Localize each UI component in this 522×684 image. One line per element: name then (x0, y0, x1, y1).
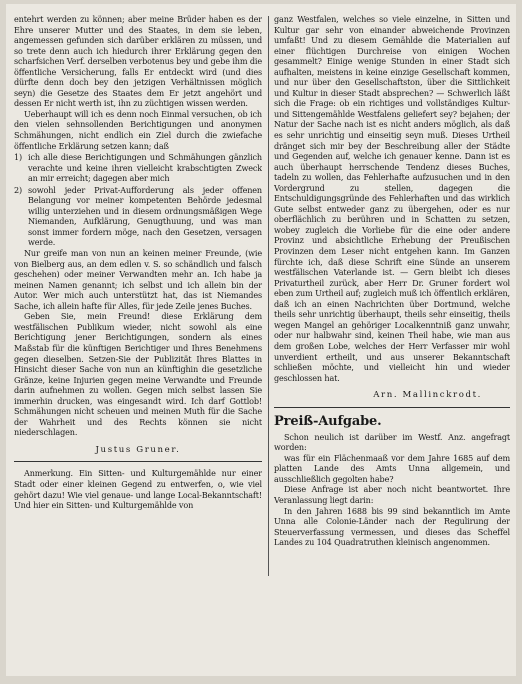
left-paragraph-1: entehrt werden zu können; aber meine Brüder haben es der Ehre unserer Mutter und des Staates, in dem sie leben, angemessen gefunden sich darüber erklären zu müssen, und so trete denn auch ich hiedurch ihrer Erklärung gegen den scharfsichen Verf. derselben verbotenus bey und gebe ihm die öffentliche Versicherung, falls Er entdeckt wird (und dies dürfte denn doch bey den jetzigen Verhältnissen möglich seyn) die Gesetze des Staates dem Er jetzt angehört und dessen Er nicht werth ist, ihn zu züchtigen wissen werden. (14, 14, 262, 109)
question-text: was für ein Flächenmaaß vor dem Jahre 1685 auf dem platten Lande des Amts Unna allgemein, und ausschließlich gegolten habe? (274, 452, 510, 484)
column-rule (268, 16, 269, 576)
right-column (274, 14, 510, 672)
list-item-2 (14, 185, 262, 248)
right-paragraph-2: Schon neulich ist darüber im Westf. Anz. angefragt worden: (274, 431, 510, 453)
left-paragraph-2: Ueberhaupt will ich es denn noch Einmal versuchen, ob ich den vielen sehnsollenden Berichtigungen und anonymen Schmähungen, nicht endlich ein Ziel durch die zwiefache öffentliche Erklärung setzen kann; daß (14, 108, 262, 151)
list-item-1 (14, 152, 262, 184)
right-paragraph-3: Diese Anfrage ist aber noch nicht beantwortet. Ihre Veranlassung liegt darin: (274, 484, 510, 505)
section-heading: Preiß-Aufgabe. (274, 413, 382, 429)
left-paragraph-3: Nur greife man von nun an keinen meiner Freunde, (wie von Bielberg aus, an dem edlen v. S. so schändlich und falsch geschehen) oder meiner Verwandten mehr an. Ich habe ja meinen Namen genannt; ich selbst und ich allein bin der Autor. Wer mich auch unterstützt hat, das ist Niemandes Sache, ich allein hafte für Alles, für jede Zeile jenes Buches. (14, 248, 262, 311)
left-paragraph-4: Geben Sie, mein Freund! diese Erklärung dem westfälischen Publikum wieder, nicht sowohl als eine Berichtigung jener Berichtigungen, sondern als eines Maßstab für die künftigen Berichtiger und Ihres Benehmens gegen dieselben. Setzen-Sie der Publizität Ihres Blattes in Hinsicht dieser Sache von nun an künftighin die gesetzliche Gränze, keine Injurien gegen meine Verwandte und Freunde darin aufnehmen zu wollen. Gegen mich selbst lassen Sie immerhin drucken, was eingesandt wird. Ich darf Gottlob! Schmähungen nicht scheuen und meinen Muth für die Sache der Wahrheit und des Rechts können sie nicht niederschlagen. (14, 311, 262, 438)
list-item-1-number: 1) (14, 152, 23, 163)
left-column (14, 14, 262, 672)
list-item-1-text: ich alle diese Berichtigungen und Schmähungen gänzlich verachte und keine ihren vielleicht krabschtigten Zweck an mir erreicht; dagegen aber mich (28, 152, 262, 184)
left-divider (14, 461, 262, 462)
newspaper-page (6, 4, 516, 676)
note-paragraph: Anmerkung. Ein Sitten- und Kulturgemählde nur einer Stadt oder einer kleinen Gegend zu entwerfen, o, wie viel gehört dazu! Wie viel genaue- und lange Local-Bekanntschaft! Und hier ein Sitten- und Kulturgemählde von (14, 468, 262, 511)
right-divider (274, 407, 510, 408)
signature-gruner: Justus Gruner. (95, 444, 181, 455)
list-item-2-text: sowohl jeder Privat-Aufforderung als jeder offenen Belangung vor meiner kompetenten Behörde jedesmal willig unterziehen und in diesem ordnungsmäßigen Wege Niemanden, Aufklärung, Genugthuung, und was man sonst immer fordern möge, nach den Gesetzen, versagen werde. (28, 184, 262, 248)
right-paragraph-1: ganz Westfalen, welches so viele einzelne, in Sitten und Kultur gar sehr von einander abweichende Provinzen umfaßt! Und zu diesem Gemählde die Materialien auf einer flüchtigen Durchreise von einigen Wochen gesammelt? Einige wenige Stunden in einer Stadt sich aufhalten, meistens in keine einzige Gesellschaft kommen, und nur über den Gesellschaftston, über die Sittlichkeit und Kultur in dieser Stadt absprechen? — Schwerlich läßt sich die Frage: ob ein richtiges und vollständiges Kultur- und Sittengemählde Westfalens geliefert sey? bejahen; der Natur der Sache nach ist es nicht anders möglich, als daß es sehr unrichtig und einseitig seyn muß. Dieses Urtheil dränget sich mir bey der Beschreibung aller der Städte und Gegenden auf, welche ich genauer kenne. Dann ist es auch überhaupt herrschende Tendenz dieses Buches, tadeln zu wollen, das Fehlerhafte aufzusuchen und in den Vordergrund zu stellen, dagegen die Entschuldigungsgründe des Fehlerhaften und das wirklich Gute selbst entweder ganz zu übergehen, oder es nur oberflächlich zu berühren und in Schatten zu setzen, wobey zugleich die Vorliebe für die eine oder andere Provinz und absichtliche Erhebung der Preußischen Provinzen dem Leser nicht entgehen kann. Im Ganzen fürchte ich, daß diese Schrift eine Sünde an unserem westfälischen Vaterlande ist. — Gern bleibt ich dieses Privaturtheil zurück, aber Herr Dr. Gruner fordert wol eben zum Urtheil auf; zugleich muß ich öffentlich erklären, daß ich an einen Nachrichten über Dortmund, welche theils sehr unrichtig überhaupt, theils sehr einseitig, theils wegen Mangel an gehöriger Localkenntniß ganz unwahr, oder nur halbwahr sind, keinen Theil habe, wie man aus dem großen Lobe, welches der Herr Verfasser mir wohl unverdient ertheilt, und aus unserer Bekanntschaft schließen möchte, und vielleicht hin und wieder geschlossen hat. (274, 14, 510, 383)
signature-mallinckrodt: Arn. Mallinckrodt. (373, 390, 482, 401)
right-paragraph-4: In den Jahren 1688 bis 99 sind bekanntlich im Amte Unna alle Colonie-Länder nach der Regulirung der Steuerverfassung vermessen, und dieses das Scheffel Landes zu 104 Quadratruthen kleinisch angenommen. (274, 505, 510, 548)
list-item-2-number: 2) (14, 184, 23, 195)
